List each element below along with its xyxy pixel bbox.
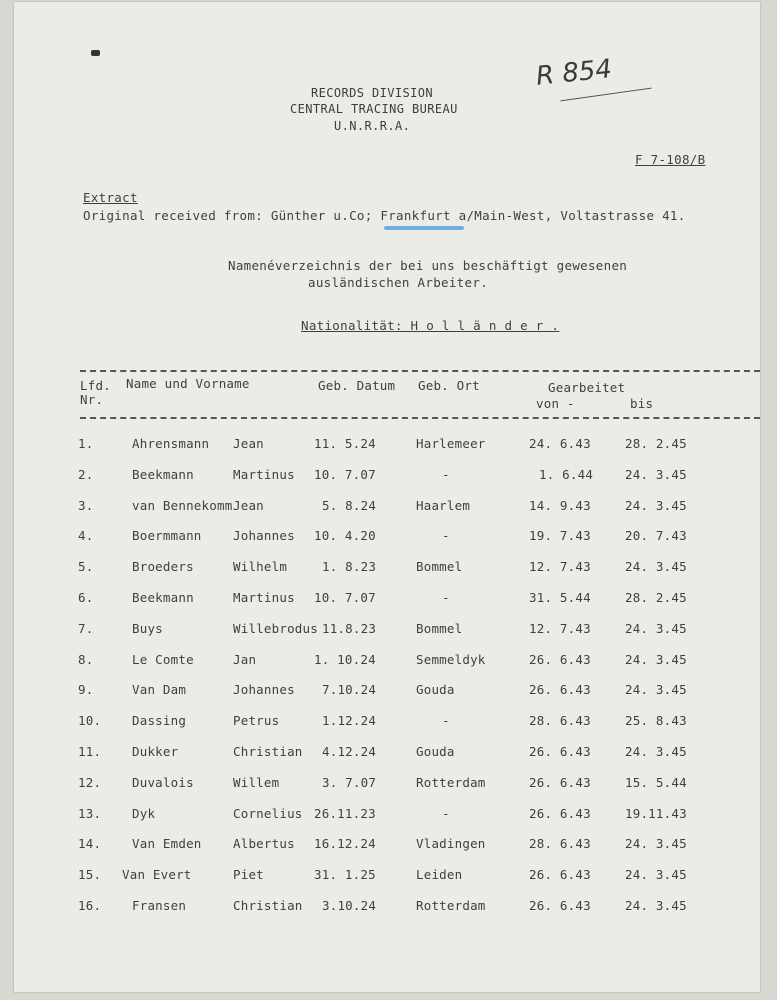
row-birth-place: - — [442, 590, 450, 605]
row-first-name: Piet — [233, 867, 264, 883]
row-number: 16. — [78, 898, 102, 913]
row-birth-date: 1.12.24 — [322, 713, 377, 729]
column-header-nr: Nr. — [80, 392, 104, 407]
row-birth-date: 26.11.23 — [314, 805, 376, 821]
row-birth-place: - — [442, 528, 450, 544]
column-header-geb-datum: Geb. Datum — [318, 378, 396, 393]
received-from-line: Original received from: Günther u.Co; Frankfurt a/Main-West, Voltastrasse 41. — [83, 208, 686, 223]
list-title-line1: Namenéverzeichnis der bei uns beschäftigt gewesenen — [228, 258, 628, 273]
row-surname: Le Comte — [132, 651, 194, 667]
row-surname: Fransen — [132, 898, 187, 913]
row-worked-to: 25. 8.43 — [625, 713, 687, 729]
row-worked-from: 12. 7.43 — [529, 559, 591, 575]
row-number: 14. — [78, 836, 102, 852]
column-header-lfd: Lfd. — [80, 378, 111, 393]
row-birth-place: Harlemeer — [416, 436, 486, 451]
list-title-line2: ausländischen Arbeiter. — [308, 275, 488, 290]
row-worked-to: 15. 5.44 — [625, 774, 687, 790]
row-birth-place: Semmeldyk — [416, 651, 486, 667]
row-birth-date: 5. 8.24 — [322, 497, 377, 513]
row-surname: Beekmann — [132, 590, 194, 605]
row-surname: Boermmann — [132, 528, 202, 544]
row-surname: Buys — [132, 620, 163, 636]
row-birth-date: 7.10.24 — [322, 682, 377, 698]
row-first-name: Cornelius — [233, 805, 303, 821]
records-division-heading: RECORDS DIVISION — [311, 86, 433, 100]
row-birth-place: Bommel — [416, 620, 463, 636]
row-worked-to: 19.11.43 — [625, 805, 687, 821]
row-worked-from: 26. 6.43 — [529, 651, 591, 667]
extract-title: Extract — [83, 190, 138, 205]
row-surname: Duvalois — [132, 774, 194, 790]
row-worked-from: 14. 9.43 — [529, 497, 591, 513]
row-birth-place: Bommel — [416, 559, 463, 575]
row-number: 15. — [78, 867, 102, 883]
row-worked-from: 19. 7.43 — [529, 528, 591, 544]
column-header-name: Name und Vorname — [126, 376, 250, 391]
row-birth-place: - — [442, 805, 450, 821]
row-number: 9. — [78, 682, 94, 698]
row-first-name: Willem — [233, 774, 280, 790]
row-worked-from: 31. 5.44 — [529, 590, 591, 605]
row-worked-to: 24. 3.45 — [625, 466, 687, 482]
row-first-name: Martinus — [233, 466, 295, 482]
row-birth-date: 11.8.23 — [322, 620, 377, 636]
row-birth-place: Rotterdam — [416, 774, 486, 790]
row-worked-to: 24. 3.45 — [625, 620, 687, 636]
row-first-name: Christian — [233, 744, 303, 759]
row-surname: Beekmann — [132, 466, 194, 482]
handwritten-underline — [560, 88, 651, 102]
row-birth-place: Gouda — [416, 744, 455, 759]
row-birth-date: 10. 4.20 — [314, 528, 376, 544]
row-worked-from: 26. 6.43 — [529, 774, 591, 790]
row-number: 10. — [78, 713, 102, 729]
row-number: 13. — [78, 805, 102, 821]
row-birth-date: 11. 5.24 — [314, 436, 376, 451]
row-worked-from: 26. 6.43 — [529, 898, 591, 913]
row-birth-date: 3. 7.07 — [322, 774, 377, 790]
row-worked-to: 28. 2.45 — [625, 590, 687, 605]
row-birth-place: - — [442, 713, 450, 729]
document-page — [14, 2, 760, 992]
row-number: 7. — [78, 620, 94, 636]
row-birth-date: 1. 10.24 — [314, 651, 376, 667]
row-first-name: Jean — [233, 436, 264, 451]
column-header-von: von - — [536, 396, 575, 411]
row-worked-to: 24. 3.45 — [625, 898, 687, 913]
row-number: 6. — [78, 590, 94, 605]
row-birth-place: - — [442, 466, 450, 482]
column-header-geb-ort: Geb. Ort — [418, 378, 480, 393]
file-reference: F 7-108/B — [635, 152, 706, 167]
row-first-name: Jean — [233, 497, 264, 513]
row-number: 11. — [78, 744, 102, 759]
table-header-rule — [80, 417, 760, 419]
row-surname: Ahrensmann — [132, 436, 210, 451]
table-top-rule — [80, 370, 760, 372]
row-worked-from: 24. 6.43 — [529, 436, 591, 451]
row-birth-date: 10. 7.07 — [314, 466, 376, 482]
row-worked-from: 28. 6.43 — [529, 713, 591, 729]
row-first-name: Albertus — [233, 836, 295, 852]
row-worked-to: 24. 3.45 — [625, 867, 687, 883]
row-number: 3. — [78, 497, 94, 513]
row-first-name: Martinus — [233, 590, 295, 605]
row-birth-place: Haarlem — [416, 497, 471, 513]
row-birth-date: 16.12.24 — [314, 836, 376, 852]
row-birth-place: Vladingen — [416, 836, 486, 852]
row-worked-from: 28. 6.43 — [529, 836, 591, 852]
row-first-name: Wilhelm — [233, 559, 288, 575]
row-surname: Van Dam — [132, 682, 187, 698]
row-worked-from: 1. 6.44 — [539, 466, 594, 482]
punch-hole-mark — [91, 50, 100, 56]
row-surname: Van Evert — [122, 867, 192, 883]
row-worked-from: 26. 6.43 — [529, 867, 591, 883]
row-worked-to: 24. 3.45 — [625, 559, 687, 575]
handwritten-reference: R 854 — [534, 54, 614, 92]
row-first-name: Jan — [233, 651, 257, 667]
nationality-heading: Nationalität: H o l l ä n d e r . — [301, 318, 560, 333]
row-first-name: Johannes — [233, 682, 295, 698]
row-first-name: Christian — [233, 898, 303, 913]
row-surname: Broeders — [132, 559, 194, 575]
row-birth-date: 4.12.24 — [322, 744, 377, 759]
row-first-name: Johannes — [233, 528, 295, 544]
row-number: 8. — [78, 651, 94, 667]
row-birth-date: 10. 7.07 — [314, 590, 376, 605]
row-worked-to: 24. 3.45 — [625, 497, 687, 513]
row-birth-date: 31. 1.25 — [314, 867, 376, 883]
row-birth-place: Leiden — [416, 867, 463, 883]
row-number: 12. — [78, 774, 102, 790]
row-surname: Dukker — [132, 744, 179, 759]
row-number: 4. — [78, 528, 94, 544]
row-birth-date: 3.10.24 — [322, 898, 377, 913]
row-worked-from: 26. 6.43 — [529, 744, 591, 759]
row-surname: Dyk — [132, 805, 156, 821]
row-worked-to: 20. 7.43 — [625, 528, 687, 544]
row-worked-to: 24. 3.45 — [625, 836, 687, 852]
row-birth-date: 1. 8.23 — [322, 559, 377, 575]
row-worked-to: 24. 3.45 — [625, 651, 687, 667]
row-birth-place: Gouda — [416, 682, 455, 698]
unrra-heading: U.N.R.R.A. — [334, 119, 411, 133]
row-surname: Van Emden — [132, 836, 202, 852]
row-first-name: Petrus — [233, 713, 280, 729]
row-surname: van Bennekomm — [132, 497, 233, 513]
column-header-gearbeitet: Gearbeitet — [548, 380, 626, 395]
column-header-bis: bis — [630, 396, 654, 411]
row-worked-to: 24. 3.45 — [625, 682, 687, 698]
row-number: 5. — [78, 559, 94, 575]
row-worked-from: 12. 7.43 — [529, 620, 591, 636]
row-worked-to: 28. 2.45 — [625, 436, 687, 451]
central-tracing-bureau-heading: CENTRAL TRACING BUREAU — [290, 102, 458, 116]
row-worked-from: 26. 6.43 — [529, 682, 591, 698]
blue-pencil-mark — [384, 226, 464, 230]
row-number: 1. — [78, 436, 94, 451]
row-birth-place: Rotterdam — [416, 898, 486, 913]
row-first-name: Willebrodus — [233, 620, 318, 636]
row-number: 2. — [78, 466, 94, 482]
row-worked-from: 26. 6.43 — [529, 805, 591, 821]
row-worked-to: 24. 3.45 — [625, 744, 687, 759]
row-surname: Dassing — [132, 713, 187, 729]
